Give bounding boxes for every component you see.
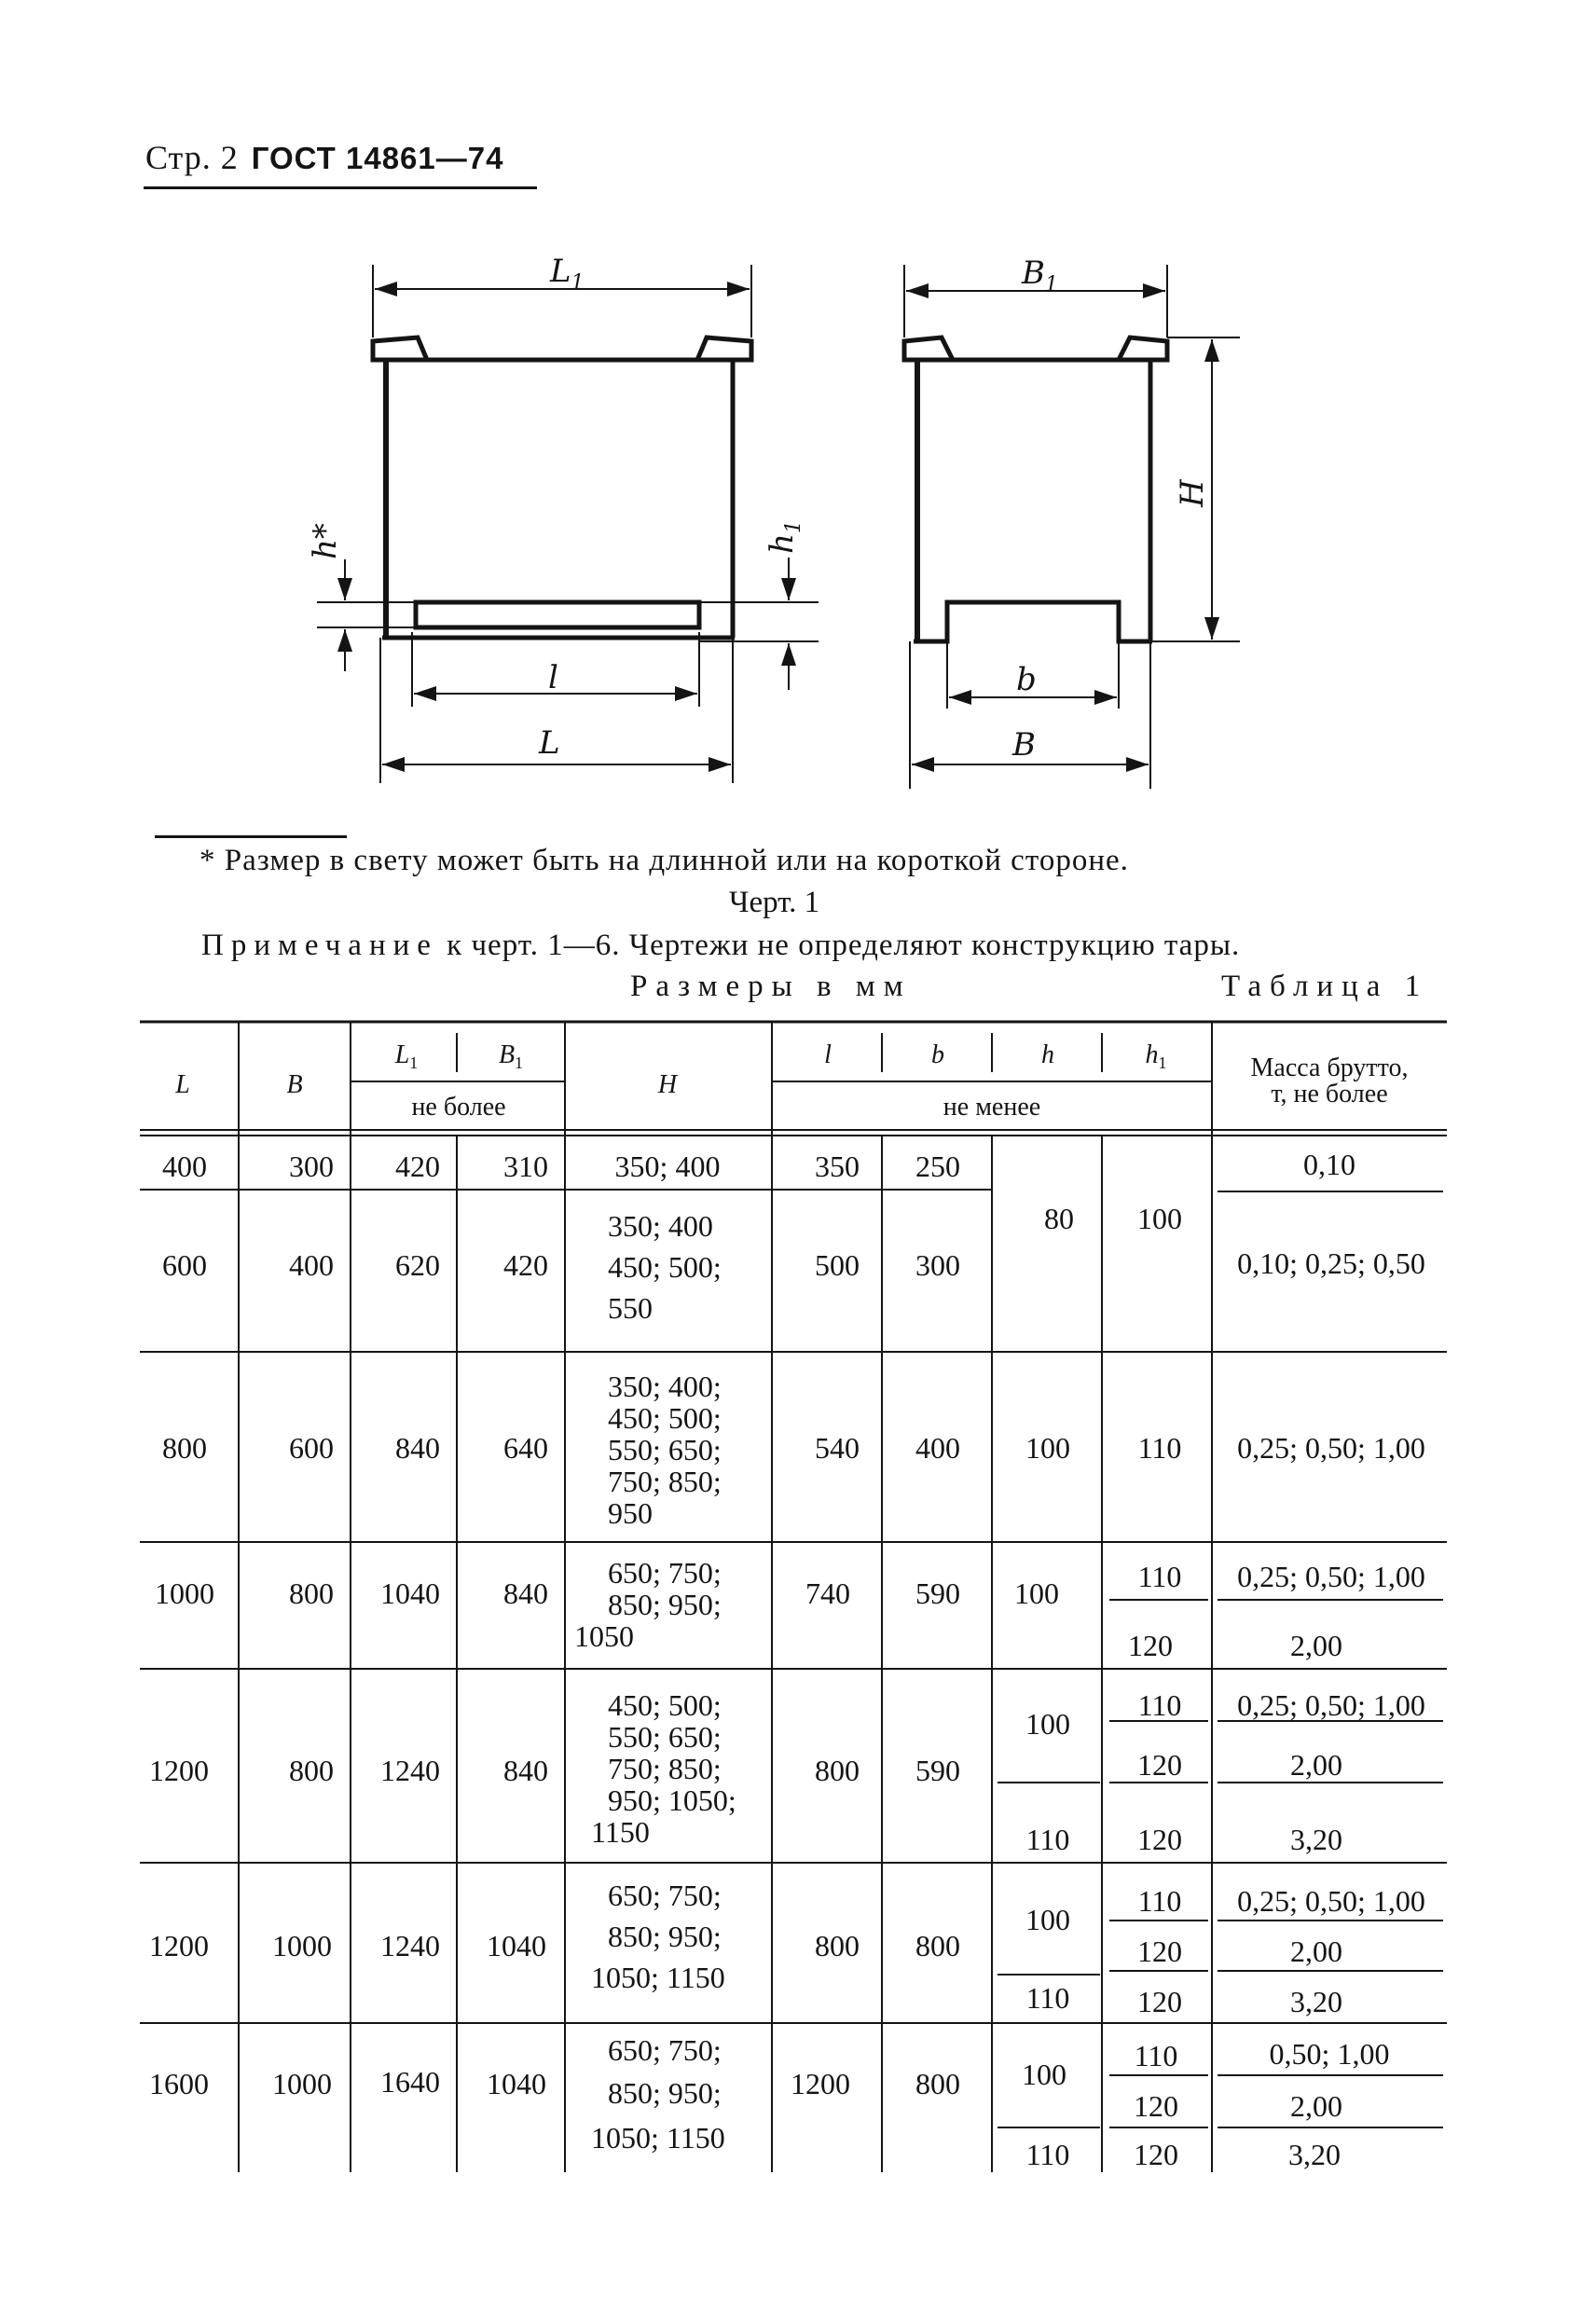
cell-h1: 120 [1137, 1748, 1182, 1782]
cell-mass: 2,00 [1290, 1934, 1342, 1968]
label-B1: B [1022, 255, 1045, 292]
cell-H: 650; 750; [608, 1556, 722, 1590]
cell-h1: 120 [1137, 1934, 1182, 1968]
cell-L1: 620 [395, 1248, 440, 1282]
table-row [162, 1209, 1425, 1325]
cell-b: 400 [915, 1431, 960, 1465]
cell-h1-shared: 100 [1137, 1202, 1182, 1235]
cell-L: 600 [162, 1248, 207, 1282]
cell-h1: 120 [1134, 2089, 1178, 2123]
cell-l: 1200 [791, 2067, 850, 2100]
min-label: не менее [942, 1093, 1041, 1122]
cell-l: 800 [815, 1754, 860, 1787]
label-l: l [548, 659, 558, 696]
cell-mass: 2,00 [1290, 1748, 1342, 1782]
label-H: H [1174, 479, 1211, 507]
cell-h1: 120 [1137, 1985, 1182, 2018]
cell-H: 550 [608, 1291, 653, 1325]
cell-H: 1050; 1150 [591, 2121, 725, 2155]
label-B: B [1012, 726, 1036, 764]
cell-mass: 3,20 [1290, 1823, 1342, 1856]
cell-mass: 3,20 [1288, 2138, 1341, 2171]
cell-H: 350; 400 [608, 1209, 713, 1243]
cell-L1: 420 [395, 1150, 440, 1183]
cell-mass: 0,10 [1303, 1148, 1355, 1181]
cell-B1: 310 [503, 1150, 548, 1183]
cell-mass: 2,00 [1290, 1629, 1342, 1662]
note-lead: Примечание [201, 929, 438, 962]
cell-H: 450; 500; [608, 1401, 722, 1435]
cell-l: 500 [815, 1248, 860, 1282]
cell-b: 800 [915, 2067, 960, 2100]
cell-mass: 0,10; 0,25; 0,50 [1237, 1246, 1425, 1280]
cell-H: 750; 850; [608, 1752, 722, 1785]
cell-H: 1150 [591, 1815, 650, 1849]
svg-text:B1 [499, 1040, 523, 1072]
svg-text:h1 [1146, 1040, 1167, 1072]
cell-H: 350; 400 [614, 1150, 721, 1183]
cell-h: 100 [1025, 1707, 1070, 1741]
cell-l: 800 [815, 1929, 860, 1962]
cell-h: 100 [1025, 1903, 1070, 1936]
cell-H: 450; 500; [608, 1250, 722, 1284]
col-h: h [1041, 1040, 1054, 1069]
cell-B: 600 [289, 1431, 334, 1465]
cell-mass: 0,25; 0,50; 1,00 [1237, 1431, 1425, 1465]
cell-B: 1000 [272, 1929, 332, 1962]
cell-H: 550; 650; [608, 1433, 722, 1466]
cell-b: 800 [915, 1929, 960, 1962]
label-L1: L [550, 253, 571, 290]
footnote: * Размер в свету может быть на длинной или на короткой стороне. [200, 844, 1129, 877]
cell-H: 550; 650; [608, 1720, 722, 1754]
col-b: b [931, 1040, 944, 1069]
label-b: b [1016, 661, 1037, 698]
cell-h1: 110 [1137, 1431, 1182, 1465]
label-L1-sub: 1 [571, 271, 585, 295]
table-body [149, 1148, 1425, 2171]
cell-h1: 110 [1137, 1884, 1182, 1918]
cell-L1: 1640 [380, 2065, 440, 2099]
table-row [149, 1688, 1425, 1856]
label-h1-sub: 1 [782, 520, 805, 534]
cell-h1: 120 [1128, 1629, 1173, 1662]
cell-mass: 0,50; 1,00 [1269, 2037, 1390, 2071]
table-row [162, 1148, 1355, 1183]
cell-H: 350; 400; [608, 1370, 722, 1403]
cell-B1: 840 [503, 1576, 548, 1610]
cell-L1: 1040 [380, 1576, 440, 1610]
cell-B: 800 [289, 1754, 334, 1787]
cell-l: 740 [805, 1576, 850, 1610]
cell-h: 100 [1025, 1431, 1070, 1465]
cell-L: 1200 [149, 1754, 209, 1787]
cell-h1: 120 [1137, 1823, 1182, 1856]
cell-h: 100 [1022, 2058, 1066, 2091]
cell-L1: 1240 [380, 1929, 440, 1962]
cell-h: 110 [1025, 1981, 1070, 2015]
cell-h: 100 [1014, 1576, 1059, 1610]
cell-mass: 0,25; 0,50; 1,00 [1237, 1560, 1425, 1593]
cell-H: 1050; 1150 [591, 1961, 725, 1994]
cell-mass: 2,00 [1290, 2089, 1342, 2123]
cell-L: 800 [162, 1431, 207, 1465]
label-h1: h [764, 533, 801, 554]
cell-b: 250 [915, 1150, 960, 1183]
cell-H: 650; 750; [608, 1879, 722, 1912]
cell-b: 590 [915, 1576, 960, 1610]
cell-B1: 420 [503, 1248, 548, 1282]
cell-H: 850; 950; [608, 2076, 722, 2110]
cell-H: 850; 950; [608, 1920, 722, 1953]
col-H: H [657, 1070, 678, 1099]
table-row [149, 2033, 1389, 2171]
cell-H: 1050 [574, 1619, 634, 1653]
cell-l: 350 [815, 1150, 860, 1183]
cell-h-shared: 80 [1044, 1202, 1074, 1235]
cell-L1: 840 [395, 1431, 440, 1465]
cell-mass: 3,20 [1290, 1985, 1342, 2018]
cell-L: 400 [162, 1150, 207, 1183]
col-L1: L [394, 1040, 410, 1069]
col-B1-sub: 1 [515, 1053, 524, 1072]
cell-h: 110 [1025, 1823, 1070, 1856]
cell-H: 650; 750; [608, 2033, 722, 2067]
cell-B: 1000 [272, 2067, 332, 2100]
cell-B1: 1040 [487, 2067, 546, 2100]
cell-B: 300 [289, 1150, 334, 1183]
col-B1: B [498, 1040, 516, 1069]
cell-l: 540 [815, 1431, 860, 1465]
col-L: L [175, 1070, 190, 1099]
cell-B: 400 [289, 1248, 334, 1282]
table-row [155, 1556, 1425, 1662]
cell-B1: 640 [503, 1431, 548, 1465]
cell-B1: 840 [503, 1754, 548, 1787]
cell-B: 800 [289, 1576, 334, 1610]
cell-L1: 1240 [380, 1754, 440, 1787]
svg-text:L1 [394, 1040, 419, 1072]
cell-L: 1200 [149, 1929, 209, 1962]
page-number: Стр. 2 [145, 139, 239, 176]
table-caption: Таблица 1 [1221, 970, 1429, 1003]
table-row [162, 1370, 1425, 1530]
cell-H: 950; 1050; [608, 1783, 736, 1817]
cell-h1: 110 [1134, 2039, 1178, 2072]
col-L1-sub: 1 [409, 1053, 419, 1072]
cell-L: 1000 [155, 1576, 214, 1610]
cell-h1: 120 [1134, 2138, 1178, 2171]
figure-caption: Черт. 1 [729, 886, 820, 919]
table-row [149, 1879, 1425, 2018]
table-grid [140, 1022, 1447, 2172]
cell-L: 1600 [149, 2067, 209, 2100]
units-caption: Размеры в мм [630, 970, 912, 1003]
note-text: к черт. 1—6. Чертежи не определяют конструкцию тары. [447, 929, 1241, 962]
col-h1: h [1145, 1040, 1159, 1069]
cell-mass: 0,25; 0,50; 1,00 [1237, 1884, 1425, 1918]
label-L: L [539, 724, 560, 762]
col-h1-sub: 1 [1158, 1053, 1167, 1072]
col-B: B [286, 1070, 303, 1099]
cell-h: 110 [1025, 2138, 1070, 2171]
cell-H: 750; 850; [608, 1465, 722, 1498]
cell-b: 300 [915, 1248, 960, 1282]
cell-H: 450; 500; [608, 1688, 722, 1722]
label-h-star: h* [307, 523, 344, 559]
cell-mass: 0,25; 0,50; 1,00 [1237, 1688, 1425, 1722]
cell-b: 590 [915, 1754, 960, 1787]
max-label: не более [411, 1093, 506, 1122]
mass-header-2: т, не более [1271, 1080, 1388, 1108]
cell-H: 950 [608, 1496, 653, 1530]
col-l: l [824, 1040, 832, 1069]
standard-number: ГОСТ 14861—74 [251, 141, 504, 175]
label-B1-sub: 1 [1045, 273, 1058, 296]
cell-H: 850; 950; [608, 1588, 722, 1621]
cell-B1: 1040 [487, 1929, 546, 1962]
cell-h1: 110 [1137, 1688, 1182, 1722]
mass-header-1: Масса брутто, [1250, 1053, 1409, 1082]
cell-h1: 110 [1137, 1560, 1182, 1593]
